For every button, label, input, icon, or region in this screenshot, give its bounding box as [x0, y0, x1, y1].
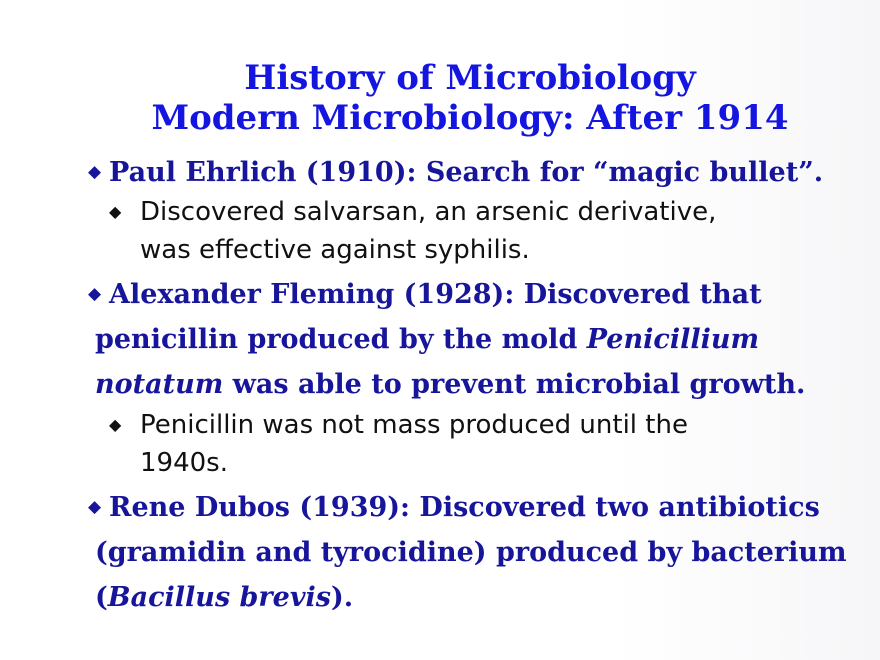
- sub-bullet-salvarsan: [109, 193, 717, 269]
- fleming-line-3-text: was able to prevent microbial growth.: [223, 369, 806, 400]
- sub-bullet-salvarsan-line-2: was effective against syphilis.: [140, 235, 530, 265]
- dubos-species: Bacillus brevis: [107, 582, 331, 613]
- bullet-ehrlich: [88, 150, 824, 195]
- diamond-bullet-icon: ◆: [88, 162, 102, 182]
- fleming-species: notatum: [95, 369, 224, 400]
- diamond-bullet-icon: ◆: [109, 415, 122, 434]
- bullet-fleming-line-1: Alexander Fleming (1928): Discovered that: [109, 279, 762, 310]
- dubos-open-paren: (: [95, 582, 108, 613]
- sub-bullet-penicillin: [109, 406, 688, 482]
- dubos-close-paren: ).: [330, 582, 354, 613]
- sub-bullet-penicillin-line-1: Penicillin was not mass produced until the: [140, 410, 688, 440]
- sub-bullet-salvarsan-line-1: Discovered salvarsan, an arsenic derivative,: [140, 197, 717, 227]
- bullet-dubos-line-1: Rene Dubos (1939): Discovered two antibiotics: [109, 492, 820, 523]
- fleming-line-2-text: penicillin produced by the mold: [95, 324, 587, 355]
- diamond-bullet-icon: ◆: [88, 284, 102, 304]
- diamond-bullet-icon: ◆: [109, 202, 122, 221]
- bullet-ehrlich-text: Paul Ehrlich (1910): Search for “magic bullet”.: [109, 157, 824, 188]
- bullet-fleming: [88, 272, 806, 407]
- bullet-fleming-line-2: [95, 317, 805, 362]
- bullet-dubos-line-2: (gramidin and tyrocidine) produced by bacterium: [95, 537, 847, 568]
- slide-title: [60, 58, 880, 138]
- title-line-2: Modern Microbiology: After 1914: [151, 98, 789, 138]
- bullet-dubos-line-3: [95, 575, 847, 620]
- title-line-1: History of Microbiology: [244, 58, 696, 98]
- sub-bullet-penicillin-line-2: 1940s.: [140, 448, 228, 478]
- bullet-dubos: [88, 485, 847, 620]
- bullet-fleming-line-3: [95, 362, 805, 407]
- diamond-bullet-icon: ◆: [88, 497, 102, 517]
- fleming-genus: Penicillium: [586, 324, 760, 355]
